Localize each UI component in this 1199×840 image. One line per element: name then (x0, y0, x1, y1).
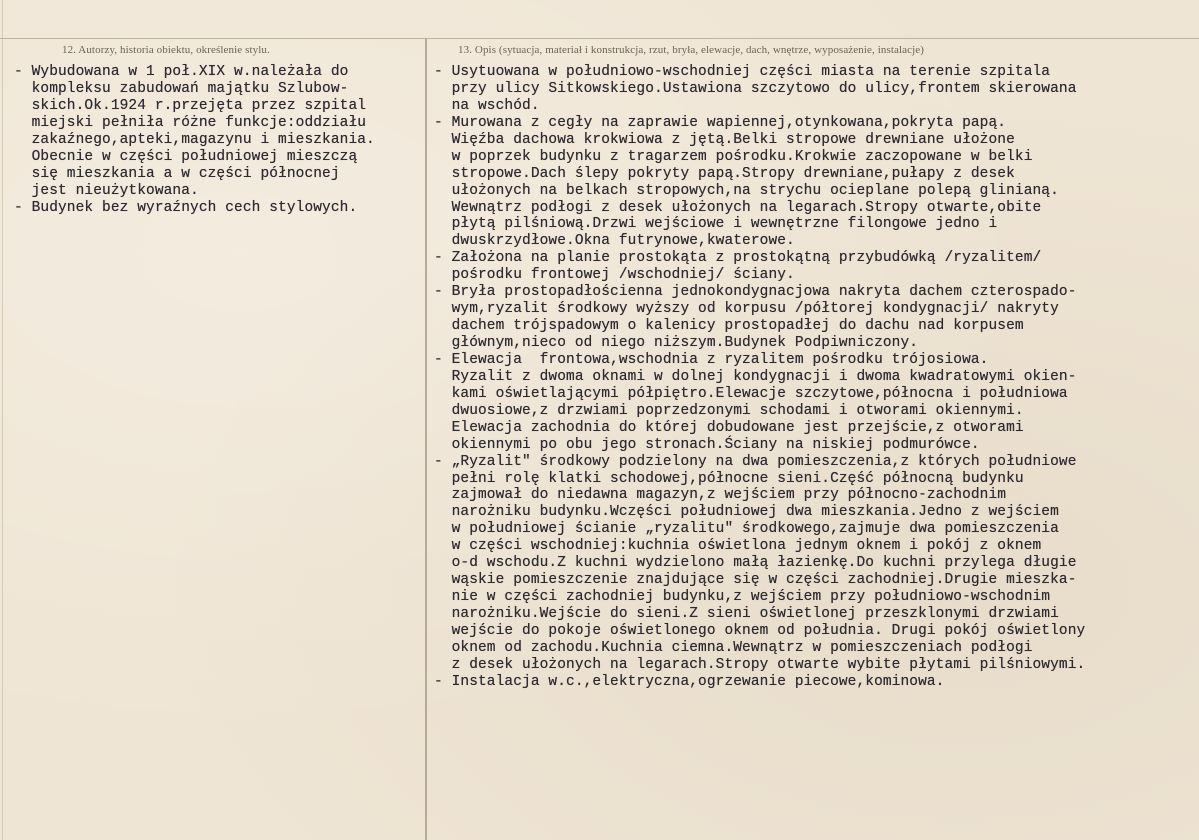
text-line: - „Ryzalit" środkowy podzielony na dwa pomieszczenia,z których południowe (434, 453, 1077, 470)
text-line: dwuskrzydłowe.Okna futrynowe,kwaterowe. (434, 233, 795, 250)
text-line: o-d wschodu.Z kuchni wydzielono małą łazienkę.Do kuchni przylega długie (434, 555, 1077, 572)
text-line: dachem trójspadowym o kalenicy prostopadłej do dachu nad korpusem (434, 318, 1024, 335)
text-line: się mieszkania a w części północnej (14, 165, 340, 182)
section-13-heading: 13. Opis (sytuacja, materiał i konstrukcja, rzut, bryła, elewacje, dach, wnętrze, wyposażenie, instalacje) (458, 44, 924, 56)
text-line: w części wschodniej:kuchnia oświetlona jednym oknem i pokój z oknem (434, 538, 1042, 555)
section-12-heading: 12. Autorzy, historia obiektu, określenie stylu. (62, 44, 270, 56)
text-line: narożniku budynku.Wczęści południowej dwa mieszkania.Jedno z wejściem (434, 504, 1059, 521)
text-line: - Budynek bez wyraźnych cech stylowych. (14, 199, 358, 216)
text-line: Więźba dachowa krokwiowa z jętą.Belki stropowe drewniane ułożone (434, 131, 1015, 148)
text-line: Ryzalit z dwoma oknami w dolnej kondygnacji i dwoma kwadratowymi okien- (434, 368, 1077, 385)
column-divider (425, 38, 427, 840)
text-line: płytą pilśniową.Drzwi wejściowe i wewnętrzne filongowe jedno i (434, 216, 998, 233)
text-line: kami oświetlającymi półpiętro.Elewacje szczytowe,północna i południowa (434, 385, 1068, 402)
text-line: narożniku.Wejście do sieni.Z sieni oświetlonej przeszklonymi drzwiami (434, 606, 1059, 622)
text-line: w poprzek budynku z tragarzem pośrodku.Krokwie zaczopowane w belki (434, 148, 1033, 165)
text-line: w południowej ścianie „ryzalitu" środkowego,zajmuje dwa pomieszczenia (434, 521, 1059, 538)
text-line: oknem od zachodu.Kuchnia ciemna.Wewnątrz w pomieszczeniach podłogi (434, 639, 1033, 656)
text-line: Wewnątrz podłogi z desek ułożonych na legarach.Stropy otwarte,obite (434, 199, 1042, 216)
history-text-column (14, 64, 424, 216)
text-line: - Murowana z cegły na zaprawie wapiennej,otynkowana,pokryta papą. (434, 114, 1007, 131)
text-line: przy ulicy Sitkowskiego.Ustawiona szczytowo do ulicy,frontem skierowana (434, 80, 1077, 97)
text-line: Elewacja zachodnia do której dobudowane jest przejście,z otworami (434, 419, 1024, 436)
text-line: ułożonych na belkach stropowych,na strychu ocieplane polepą glinianą. (434, 182, 1059, 199)
text-line: - Instalacja w.c.,elektryczna,ogrzewanie piecowe,kominowa. (434, 673, 945, 690)
text-line: stropowe.Dach ślepy pokryty papą.Stropy drewniane,pułapy z desek (434, 165, 1015, 182)
text-line: wym,ryzalit środkowy wyższy od korpusu /półtorej kondygnacji/ nakryty (434, 301, 1059, 318)
text-line: z desek ułożonych na legarach.Stropy otwarte wybite płytami pilśniowymi. (434, 656, 1086, 673)
sheet-edge (2, 0, 3, 840)
text-line: skich.Ok.1924 r.przejęta przez szpital (14, 97, 367, 114)
text-line: dwuosiowe,z drzwiami poprzedzonymi schodami i otworami okiennymi. (434, 402, 1024, 419)
text-line: - Wybudowana w 1 poł.XIX w.należała do (14, 64, 349, 80)
text-line: wąskie pomieszczenie znajdujące się w części zachodniej.Drugie mieszka- (434, 572, 1077, 589)
text-line: - Usytuowana w południowo-wschodniej części miasta na terenie szpitala (434, 64, 1051, 80)
text-line: zajmował do niedawna magazyn,z wejściem przy północno-zachodnim (434, 487, 1007, 504)
text-line: wejście do pokoje oświetlonego oknem od południa. Drugi pokój oświetlony (434, 622, 1086, 639)
header-rule (0, 38, 1199, 39)
text-line: - Bryła prostopadłościenna jednokondygnacjowa nakryta dachem czterospado- (434, 284, 1077, 301)
text-line: Obecnie w części południowej mieszczą (14, 148, 358, 165)
text-line: pełni rolę klatki schodowej,północne sieni.Część północną budynku (434, 470, 1024, 487)
text-line: kompleksu zabudowań majątku Szlubow- (14, 80, 349, 97)
text-line: jest nieużytkowana. (14, 182, 199, 199)
text-line: okiennymi po obu jego stronach.Ściany na niskiej podmurówce. (434, 436, 980, 453)
text-line: pośrodku frontowej /wschodniej/ ściany. (434, 267, 795, 284)
text-line: na wschód. (434, 97, 540, 114)
text-line: - Elewacja frontowa,wschodnia z ryzalitem pośrodku trójosiowa. (434, 351, 989, 368)
text-line: zakaźnego,apteki,magazynu i mieszkania. (14, 131, 375, 148)
text-line: - Założona na planie prostokąta z prostokątną przybudówką /ryzalitem/ (434, 250, 1042, 267)
text-line: miejski pełniła różne funkcje:oddziału (14, 114, 367, 131)
text-line: nie w części zachodniej budynku,z wejściem przy południowo-wschodnim (434, 589, 1051, 606)
description-text-column (434, 64, 1196, 691)
text-line: głównym,nieco od niego niższym.Budynek Podpiwniczony. (434, 335, 919, 351)
